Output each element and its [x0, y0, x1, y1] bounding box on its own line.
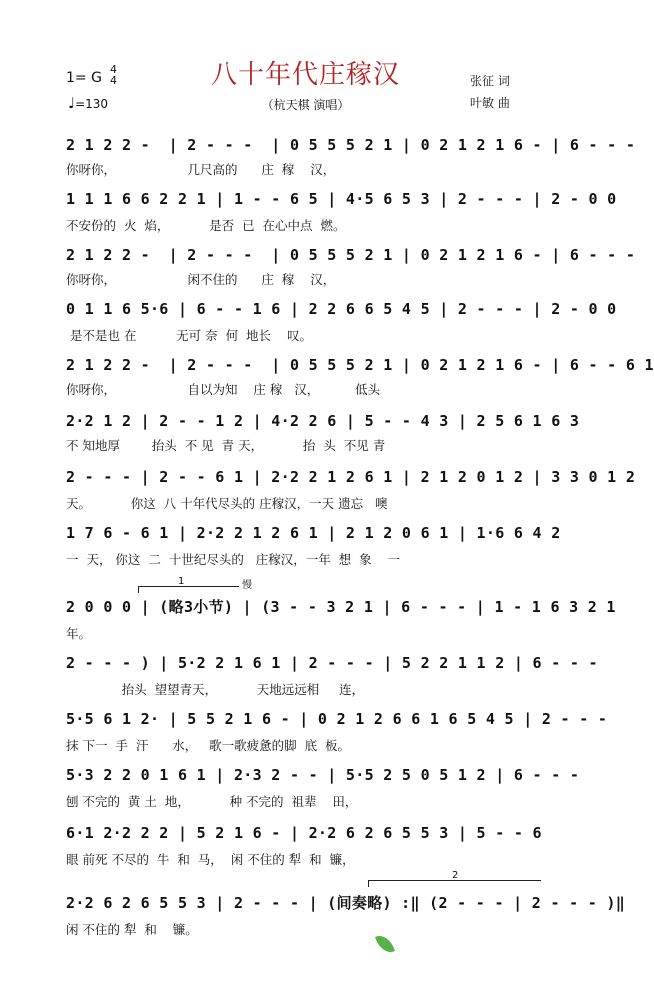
- score-line-14-notes: 2·2 6 2 6 5 5 3 | 2 - - - | (间奏略) :‖ (2 - - - | 2 - - - )‖: [66, 894, 626, 912]
- volta-2-label: 2: [452, 870, 459, 881]
- score-line-3-lyrics: 你呀你， 闲不住的 庄 稼 汉，: [66, 272, 336, 287]
- volta-1-label: 1: [178, 576, 185, 587]
- score-line-1-lyrics: 你呀你， 几尺高的 庄 稼 汉，: [66, 162, 336, 177]
- score-line-12-notes: 5·3 2 2 0 1 6 1 | 2·3 2 - - | 5·5 2 5 0 5 1 2 | 6 - - -: [66, 766, 580, 784]
- lyricist-credit: 张征 词: [470, 74, 510, 88]
- score-line-8-lyrics: 一 天， 你这 二 十世纪尽头的 庄稼汉，一年 想 象 一: [66, 552, 401, 567]
- volta-bracket-2: [368, 880, 541, 887]
- score-line-5-notes: 2 1 2 2 - | 2 - - - | 0 5 5 5 2 1 | 0 2 1 2 1 6 - | 6 - - 6 1: [66, 356, 654, 374]
- score-line-10-notes: 2 - - - ) | 5·2 2 1 6 1 | 2 - - - | 5 2 2 1 1 2 | 6 - - -: [66, 654, 598, 672]
- score-line-13-notes: 6·1 2·2 2 2 | 5 2 1 6 - | 2·2 6 2 6 5 5 3 | 5 - - 6: [66, 824, 542, 842]
- key-signature: 1= G: [66, 70, 102, 86]
- score-line-11-lyrics: 抹 下一 手 汗 水， 歌一歌疲惫的脚 底 板。: [66, 738, 351, 753]
- score-line-1-notes: 2 1 2 2 - | 2 - - - | 0 5 5 5 2 1 | 0 2 1 2 1 6 - | 6 - - -: [66, 136, 636, 154]
- score-line-2-notes: 1 1 1 6 6 2 2 1 | 1 - - 6 5 | 4·5 6 5 3 | 2 - - - | 2 - 0 0: [66, 190, 617, 208]
- score-line-4-lyrics: 是不是也 在 无可 奈 何 地长 叹。: [66, 328, 312, 343]
- score-line-8-notes: 1 7 6 - 6 1 | 2·2 2 1 2 6 1 | 2 1 2 0 6 1 | 1·6 6 4 2: [66, 524, 561, 542]
- score-line-9-lyrics: 年。: [66, 626, 92, 641]
- time-signature-bottom: 4: [110, 74, 117, 87]
- score-line-2-lyrics: 不安份的 火 焰， 是否 已 在心中点 燃。: [66, 218, 346, 233]
- score-line-4-notes: 0 1 1 6 5·6 | 6 - - 1 6 | 2 2 6 6 5 4 5 | 2 - - - | 2 - 0 0: [66, 300, 617, 318]
- score-line-13-lyrics: 眼 前死 不尽的 牛 和 马， 闲 不住的 犁 和 镰，: [66, 852, 355, 867]
- score-line-14-lyrics: 闲 不住的 犁 和 镰。: [66, 922, 198, 937]
- score-line-10-lyrics: 抬头 望望青天， 天地远远相 连，: [66, 682, 365, 697]
- song-title: 八十年代庄稼汉: [210, 60, 400, 90]
- score-line-12-lyrics: 刨 不完的 黄 土 地， 种 不完的 祖辈 田，: [66, 794, 358, 809]
- score-line-7-lyrics: 天。 你这 八 十年代尽头的 庄稼汉，一天 遗忘 噢: [66, 496, 388, 511]
- composer-credit: 叶敏 曲: [470, 96, 510, 110]
- time-signature-top: 4: [110, 63, 117, 76]
- score-line-9-notes: 2 0 0 0 | (略3小节) | (3 - - 3 2 1 | 6 - - - | 1 - 1 6 3 2 1: [66, 598, 616, 616]
- quarter-note-icon: ♩: [68, 94, 76, 112]
- score-line-3-notes: 2 1 2 2 - | 2 - - - | 0 5 5 5 2 1 | 0 2 1 2 1 6 - | 6 - - -: [66, 246, 636, 264]
- score-line-5-lyrics: 你呀你， 自以为知 庄 稼 汉， 低头: [66, 382, 381, 397]
- score-line-6-lyrics: 不 知地厚 抬头 不 见 青 天， 抬 头 不见 青: [66, 438, 386, 453]
- tempo-marking: [68, 94, 108, 112]
- score-line-11-notes: 5·5 6 1 2· | 5 5 2 1 6 - | 0 2 1 2 6 6 1 6 5 4 5 | 2 - - -: [66, 710, 608, 728]
- time-signature: [110, 64, 117, 86]
- performer-subtitle: （杭天棋 演唱）: [261, 98, 350, 112]
- tempo-value: =130: [75, 97, 109, 111]
- slow-marking: 慢: [242, 580, 252, 591]
- score-line-6-notes: 2·2 1 2 | 2 - - 1 2 | 4·2 2 6 | 5 - - 4 3 | 2 5 6 1 6 3: [66, 412, 580, 430]
- score-line-7-notes: 2 - - - | 2 - - 6 1 | 2·2 2 1 2 6 1 | 2 1 2 0 1 2 | 3 3 0 1 2: [66, 468, 636, 486]
- volta-bracket-1: [138, 586, 239, 593]
